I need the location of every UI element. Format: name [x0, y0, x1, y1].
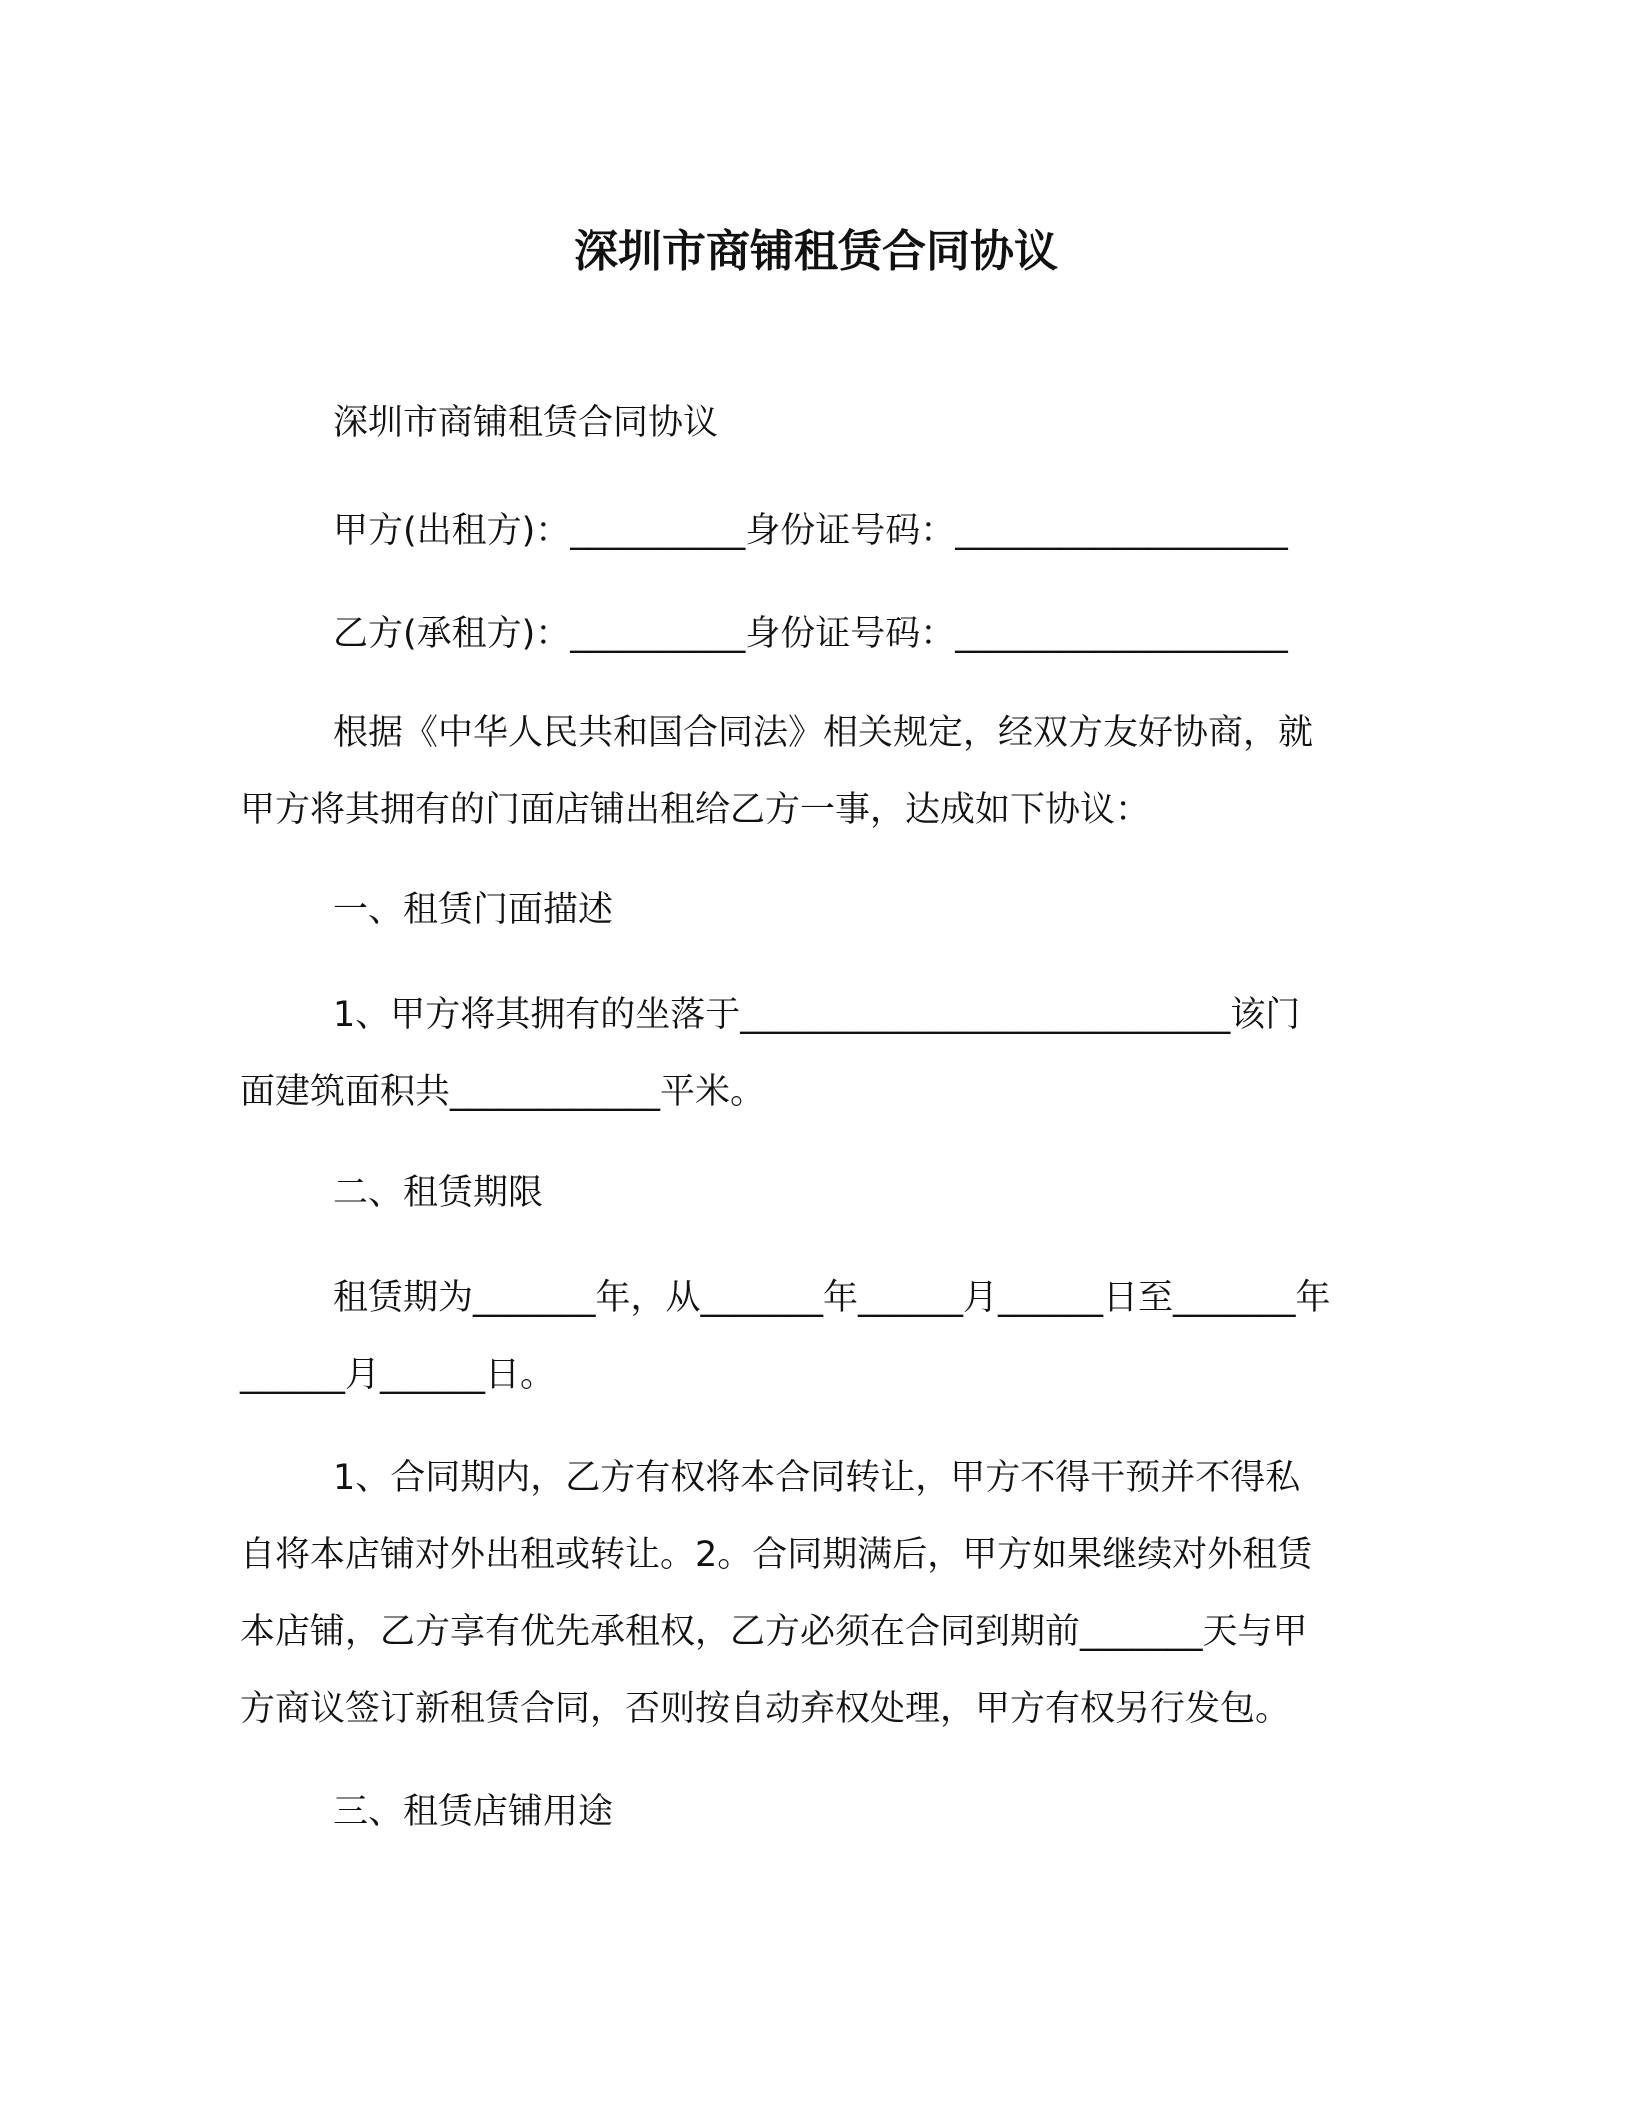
- document-title: 深圳市商铺租赁合同协议: [574, 226, 1058, 277]
- clause-2-1-line-3: 本店铺，乙方享有优先承租权，乙方必须在合同到期前_______天与甲: [240, 1612, 1308, 1652]
- section-heading-1: 一、租赁门面描述: [333, 890, 614, 930]
- subtitle-line: 深圳市商铺租赁合同协议: [333, 403, 719, 443]
- clause-1-1-line-2: 面建筑面积共____________平米。: [240, 1072, 766, 1112]
- party-a-line: 甲方(出租方)：__________身份证号码：___________________: [333, 511, 1288, 551]
- preamble-line-1: 根据《中华人民共和国合同法》相关规定，经双方友好协商，就: [333, 713, 1314, 753]
- clause-1-1-line-1: 1、甲方将其拥有的坐落于____________________________该门: [333, 995, 1301, 1035]
- lease-term-line-1: 租赁期为_______年，从_______年______月______日至_______年: [333, 1278, 1331, 1318]
- clause-2-1-line-1: 1、合同期内，乙方有权将本合同转让，甲方不得干预并不得私: [333, 1458, 1301, 1498]
- section-heading-2: 二、租赁期限: [333, 1173, 544, 1213]
- clause-2-1-line-2: 自将本店铺对外出租或转让。2。合同期满后，甲方如果继续对外租赁: [240, 1535, 1313, 1575]
- clause-2-1-line-4: 方商议签订新租赁合同，否则按自动弃权处理，甲方有权另行发包。: [240, 1689, 1291, 1729]
- preamble-line-2: 甲方将其拥有的门面店铺出租给乙方一事，达成如下协议：: [240, 790, 1151, 830]
- party-b-line: 乙方(承租方)：__________身份证号码：___________________: [333, 614, 1288, 654]
- lease-term-line-2: ______月______日。: [240, 1355, 556, 1395]
- section-heading-3: 三、租赁店铺用途: [333, 1792, 614, 1832]
